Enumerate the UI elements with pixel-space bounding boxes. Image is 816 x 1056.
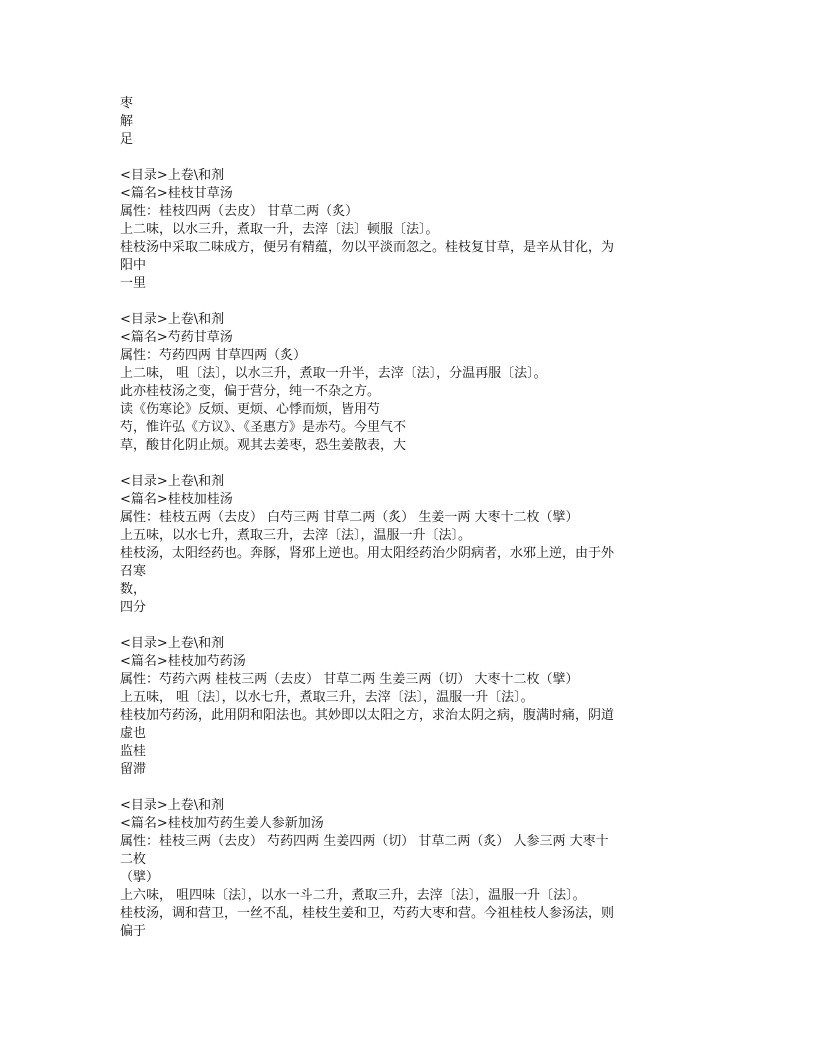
method-line: 上五味，以水七升，煮取三升，去滓〔法〕，温服一升〔法〕。	[120, 528, 472, 543]
title-line: <篇名>桂枝加芍药生姜人参新加汤	[120, 816, 324, 831]
entry-guizhi-jia-shaoyao-tang	[120, 635, 680, 779]
blank-line	[120, 617, 680, 635]
catalog-line: <目录>上卷\和剂	[120, 636, 225, 651]
commentary-line: 监桂	[120, 744, 147, 759]
entry-guizhi-xinjia-tang	[120, 797, 680, 941]
commentary-line: 召寒	[120, 564, 147, 579]
properties-line: 属性：桂枝四两（去皮） 甘草二两（炙）	[120, 204, 359, 219]
commentary-line: 草，酸甘化阴止烦。观其去姜枣，恐生姜散表，大	[120, 438, 407, 453]
properties-line: 属性：桂枝三两（去皮） 芍药四两 生姜四两（切） 甘草二两（炙） 人参三两 大枣十	[120, 834, 609, 849]
properties-line: 属性：芍药四两 甘草四两（炙）	[120, 348, 307, 363]
text-line: 枣	[120, 96, 134, 111]
entry-guizhi-jiagui-tang	[120, 473, 680, 617]
commentary-line: 此亦桂枝汤之变，偏于营分，纯一不杂之方。	[120, 384, 381, 399]
catalog-line: <目录>上卷\和剂	[120, 312, 225, 327]
method-line: 上五味， 咀〔法〕，以水七升，煮取三升，去滓〔法〕，温服一升〔法〕。	[120, 690, 534, 705]
commentary-line: 四分	[120, 600, 147, 615]
blank-line	[120, 293, 680, 311]
commentary-line: 阳中	[120, 258, 147, 273]
title-line: <篇名>桂枝加芍药汤	[120, 654, 246, 669]
text-line: 足	[120, 132, 134, 147]
properties-line: 属性：桂枝五两（去皮） 白芍三两 甘草二两（炙） 生姜一两 大枣十二枚（擘）	[120, 510, 579, 525]
catalog-line: <目录>上卷\和剂	[120, 168, 225, 183]
blank-line	[120, 455, 680, 473]
text-line: 解	[120, 114, 134, 129]
title-line: <篇名>桂枝甘草汤	[120, 186, 233, 201]
commentary-line: 偏于	[120, 924, 147, 939]
method-line: 上二味， 咀〔法〕，以水三升，煮取一升半，去滓〔法〕，分温再服〔法〕。	[120, 366, 547, 381]
blank-line	[120, 149, 680, 167]
title-line: <篇名>芍药甘草汤	[120, 330, 233, 345]
title-line: <篇名>桂枝加桂汤	[120, 492, 233, 507]
properties-line: （擘）	[120, 870, 160, 885]
entry-guizhi-gancao-tang	[120, 167, 680, 293]
commentary-line: 留滞	[120, 762, 147, 777]
commentary-line: 芍，惟许弘《方议》、《圣惠方》是赤芍。今里气不	[120, 420, 407, 435]
catalog-line: <目录>上卷\和剂	[120, 798, 225, 813]
commentary-line: 桂枝汤，太阳经药也。奔豚，肾邪上逆也。用太阳经药治少阴病者，水邪上逆，由于外	[120, 546, 615, 561]
method-line: 上六味， 咀四味〔法〕，以水一斗二升，煮取三升，去滓〔法〕，温服一升〔法〕。	[120, 888, 586, 903]
catalog-line: <目录>上卷\和剂	[120, 474, 225, 489]
blank-line	[120, 779, 680, 797]
properties-line: 属性：芍药六两 桂枝三两（去皮） 甘草二两 生姜三两（切） 大枣十二枚（擘）	[120, 672, 579, 687]
commentary-line: 桂枝汤，调和营卫，一丝不乱，桂枝生姜和卫，芍药大枣和营。今祖桂枝人参汤法，则	[120, 906, 615, 921]
commentary-line: 读《伤寒论》反烦、更烦、心悸而烦，皆用芍	[120, 402, 381, 417]
commentary-line: 一里	[120, 276, 147, 291]
entry-shaoyao-gancao-tang	[120, 311, 680, 455]
document-page	[120, 95, 680, 941]
method-line: 上二味，以水三升，煮取一升，去滓〔法〕顿服〔法〕。	[120, 222, 439, 237]
commentary-line: 桂枝加芍药汤，此用阴和阳法也。其妙即以太阳之方，求治太阴之病，腹满时痛，阴道	[120, 708, 615, 723]
properties-line: 二枚	[120, 852, 147, 867]
commentary-line: 虚也	[120, 726, 147, 741]
commentary-line: 数，	[120, 582, 147, 597]
leading-fragment	[120, 95, 680, 149]
commentary-line: 桂枝汤中采取二味成方，便另有精蕴，勿以平淡而忽之。桂枝复甘草，是辛从甘化，为	[120, 240, 615, 255]
